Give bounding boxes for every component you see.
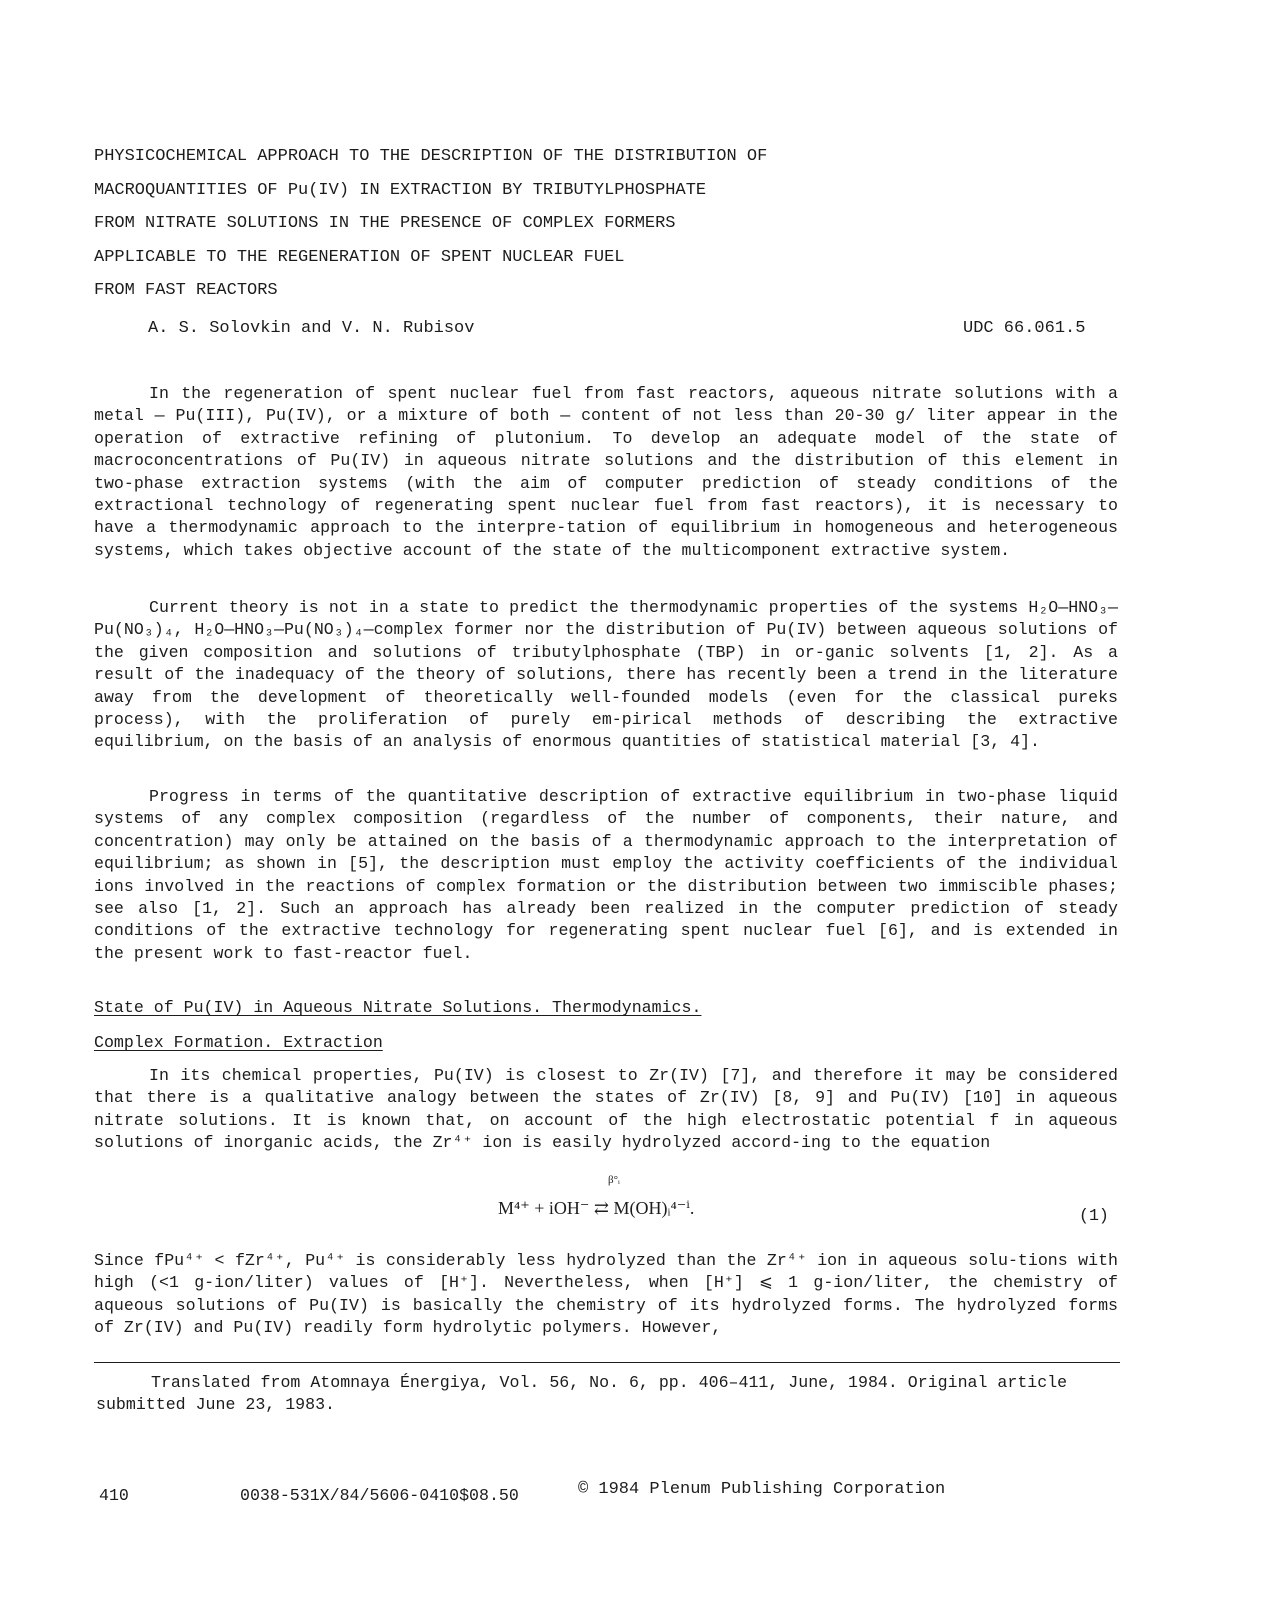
page-number: 410 [99, 1486, 129, 1505]
article-code: 0038-531X/84/5606-0410$08.50 [240, 1486, 519, 1505]
paragraph-progress: Progress in terms of the quantitative description of extractive equilibrium in two-phase liquid systems of any complex composition (regardless of the number of components, their nature, and concentration) may only be attained on the basis of a thermodynamic approach to the interpretation of equilibrium; as shown in [5], the description must employ the activity coefficients of the individual ions involved in the reactions of complex formation or the distribution between two immiscible phases; see also [1, 2]. Such an approach has already been realized in the computer prediction of steady conditions of the extractive technology for regenerating spent nuclear fuel [6], and is extended in the present work to fast-reactor fuel. [94, 787, 1118, 963]
title-line: PHYSICOCHEMICAL APPROACH TO THE DESCRIPTION OF THE DISTRIBUTION OF [94, 147, 768, 166]
udc-code: UDC 66.061.5 [963, 319, 1086, 338]
paragraph-theory: Current theory is not in a state to predict the thermodynamic properties of the systems H₂O—HNO₃—Pu(NO₃)₄, H₂O—HNO₃—Pu(NO₃)₄—complex former nor the distribution of Pu(IV) between aqueous solutions of the given composition and solutions of tributylphosphate (TBP) in or-ganic solvents [1, 2]. As a result of the inadequacy of the theory of solutions, there has recently been a trend in the literature away from the development of theoretically well-founded models (even for the classical pureks process), with the proliferation of purely em-pirical methods of describing the extractive equilibrium, on the basis of an analysis of enormous quantities of statistical material [3, 4]. [94, 598, 1118, 752]
section-subheading: Complex Formation. Extraction [94, 1033, 383, 1052]
title-line: MACROQUANTITIES OF Pu(IV) IN EXTRACTION BY TRIBUTYLPHOSPHATE [94, 180, 707, 200]
title-line: FROM NITRATE SOLUTIONS IN THE PRESENCE OF COMPLEX FORMERS [94, 214, 676, 233]
equation-constant: β°ᵢ [608, 1174, 620, 1186]
authors: A. S. Solovkin and V. N. Rubisov [148, 319, 475, 338]
title-line: APPLICABLE TO THE REGENERATION OF SPENT NUCLEAR FUEL [94, 247, 625, 267]
section-heading: State of Pu(IV) in Aqueous Nitrate Solutions. Thermodynamics. [94, 998, 702, 1017]
footnote: Translated from Atomnaya Énergiya, Vol. 56, No. 6, pp. 406–411, June, 1984. Original article submitted June 23, 1983. [96, 1373, 1068, 1415]
paragraph-hydrolysis: Since fPu⁴⁺ < fZr⁴⁺, Pu⁴⁺ is considerably less hydrolyzed than the Zr⁴⁺ ion in aqueous solu-tions with high (<1 g-ion/liter) values of [H⁺]. Nevertheless, when [H⁺] ⩽ 1 g-ion/liter, the chemistry of aqueous solutions of Pu(IV) is basically the chemistry of its hydrolyzed forms. The hydrolyzed forms of Zr(IV) and Pu(IV) readily form hydrolytic polymers. However, [94, 1251, 1118, 1338]
footnote-divider [94, 1362, 1120, 1363]
paragraph-intro: In the regeneration of spent nuclear fuel from fast reactors, aqueous nitrate solutions with a metal — Pu(III), Pu(IV), or a mixture of both — content of not less than 20-30 g/ liter appear in the operation of extractive refining of plutonium. To develop an adequate model of the state of macroconcentrations of Pu(IV) in aqueous nitrate solutions and the distribution of this element in two-phase extraction systems (with the aim of computer prediction of steady conditions of the extractional technology of regenerating spent nuclear fuel from fast reactors), it is necessary to have a thermodynamic approach to the interpre-tation of equilibrium in homogeneous and heterogeneous systems, which takes objective account of the state of the multicomponent extractive system. [94, 384, 1118, 560]
title-line: FROM FAST REACTORS [94, 281, 278, 300]
copyright: © 1984 Plenum Publishing Corporation [578, 1480, 946, 1499]
article-title [94, 140, 894, 308]
equation: M⁴⁺ + iOH⁻ ⇄ M(OH)ᵢ⁴⁻ⁱ. [498, 1198, 695, 1218]
paragraph-chemistry: In its chemical properties, Pu(IV) is closest to Zr(IV) [7], and therefore it may be considered that there is a qualitative analogy between the states of Zr(IV) [8, 9] and Pu(IV) [10] in aqueous nitrate solutions. It is known that, on account of the high electrostatic potential f in aqueous solutions of inorganic acids, the Zr⁴⁺ ion is easily hydrolyzed accord-ing to the equation [94, 1066, 1118, 1153]
equation-number: (1) [1079, 1206, 1109, 1225]
